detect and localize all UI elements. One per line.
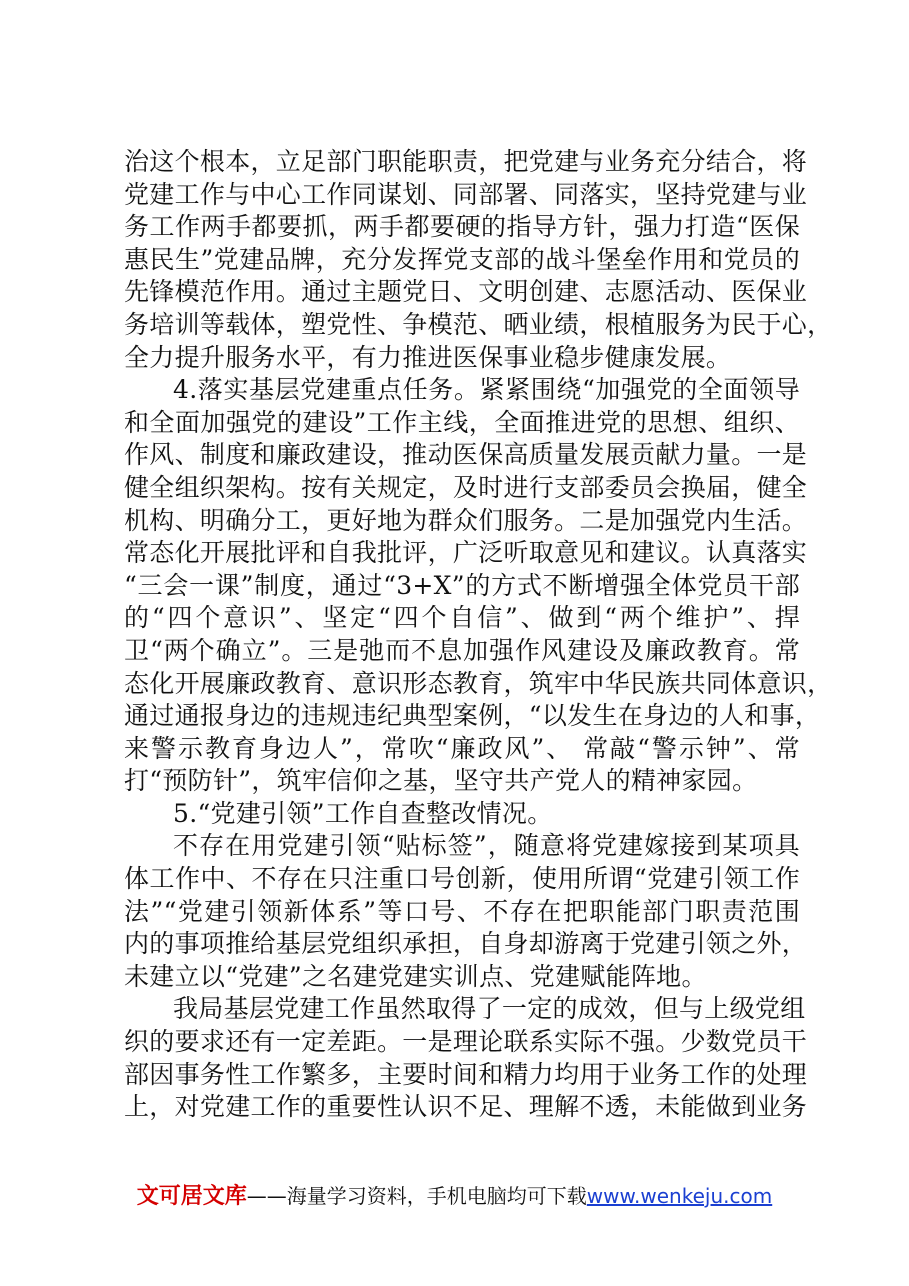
text-line: 部因事务性工作繁多，主要时间和精力均用于业务工作的处理 [124, 1059, 808, 1089]
text-line: 来警示教育身边人”，常吹“廉政风”、 常敲“警示钟”、常 [124, 733, 800, 763]
text-line: 务工作两手都要抓，两手都要硬的指导方针，强力打造“医保 [124, 212, 800, 242]
text-line: 卫“两个确立”。三是弛而不息加强作风建设及廉政教育。常 [124, 635, 800, 665]
text-line: 惠民生”党建品牌，充分发挥党支部的战斗堡垒作用和党员的 [124, 244, 800, 274]
footer-tagline: ——海量学习资料，手机电脑均可下载 [246, 1184, 587, 1208]
text-line: 和全面加强党的建设”工作主线，全面推进党的思想、组织、 [124, 407, 800, 437]
paragraph-start-line: 不存在用党建引领“贴标签”，随意将党建嫁接到某项具 [173, 831, 800, 861]
text-line: 机构、明确分工，更好地为群众们服务。二是加强党内生活。 [124, 505, 808, 535]
text-line: 上，对党建工作的重要性认识不足、理解不透，未能做到业务 [124, 1092, 808, 1122]
paragraph-start-line: 4.落实基层党建重点任务。紧紧围绕“加强党的全面领导 [173, 375, 800, 405]
section-heading: 5.“党建引领”工作自查整改情况。 [173, 798, 553, 828]
text-line: 常态化开展批评和自我批评，广泛听取意见和建议。认真落实 [124, 538, 808, 568]
text-line: 体工作中、不存在只注重口号创新，使用所谓“党建引领工作 [124, 864, 800, 894]
text-line: 的“四个意识”、坚定“四个自信”、做到“两个维护”、捍 [124, 603, 800, 633]
footer-url-link[interactable]: www.wenkeju.com [586, 1184, 773, 1208]
document-body [124, 146, 833, 1124]
text-line: 健全组织架构。按有关规定，及时进行支部委员会换届，健全 [124, 472, 808, 502]
footer-banner [0, 1182, 909, 1211]
text-line: 党建工作与中心工作同谋划、同部署、同落实，坚持党建与业 [124, 179, 808, 209]
text-line: 先锋模范作用。通过主题党日、文明创建、志愿活动、医保业 [124, 277, 808, 307]
text-line: 通过通报身边的违规违纪典型案例，“以发生在身边的人和事， [124, 701, 821, 731]
text-line: 作风、制度和廉政建设，推动医保高质量发展贡献力量。一是 [124, 440, 808, 470]
text-line: 打“预防针”，筑牢信仰之基，坚守共产党人的精神家园。 [124, 766, 758, 796]
text-line: 治这个根本，立足部门职能职责，把党建与业务充分结合，将 [124, 147, 808, 176]
text-line: 务培训等载体，塑党性、争模范、晒业绩，根植服务为民于心， [124, 309, 833, 339]
text-line: “三会一课”制度，通过“3+X”的方式不断增强全体党员干部 [124, 570, 800, 600]
text-line: 织的要求还有一定差距。一是理论联系实际不强。少数党员干 [124, 1027, 808, 1057]
text-line: 态化开展廉政教育、意识形态教育，筑牢中华民族共同体意识， [124, 668, 833, 698]
text-line: 内的事项推给基层党组织承担，自身却游离于党建引领之外， [124, 929, 808, 959]
footer-brand: 文可居文库 [136, 1184, 247, 1209]
paragraph-start-line: 我局基层党建工作虽然取得了一定的成效，但与上级党组 [173, 994, 806, 1024]
text-line: 全力提升服务水平，有力推进医保事业稳步健康发展。 [124, 342, 732, 372]
text-line: 未建立以“党建”之名建党建实训点、党建赋能阵地。 [124, 961, 707, 991]
text-line: 法”“党建引领新体系”等口号、不存在把职能部门职责范围 [124, 896, 800, 926]
